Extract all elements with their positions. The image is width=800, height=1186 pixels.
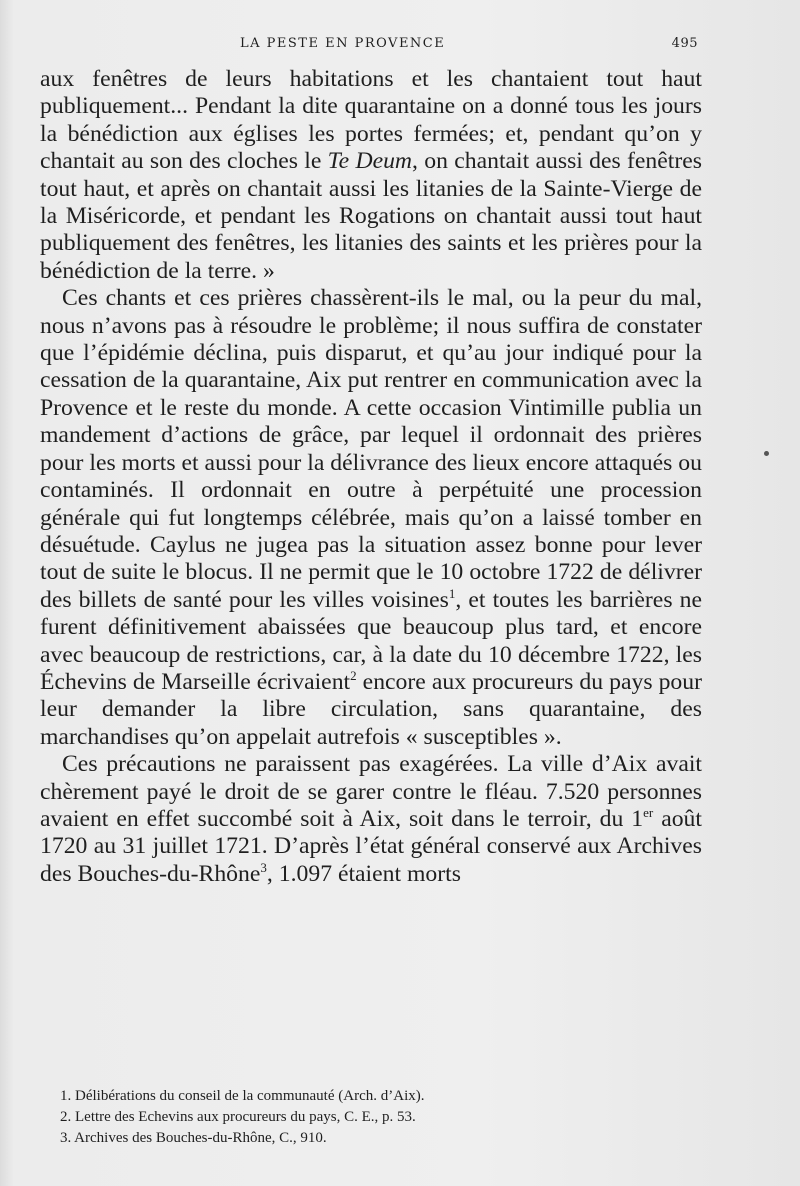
text-run: Ces précautions ne paraissent pas exagérées. La ville d’Aix avait chèrement payé le droit de se garer contre le fléau. 7.520 personnes avaient en effet succombé soit à Aix, soit dans le terroir, du 1: [40, 751, 702, 832]
running-header: [40, 36, 700, 56]
text-run: , 1.097 étaient morts: [266, 860, 461, 887]
running-title: LA PESTE EN PROVENCE: [240, 36, 446, 51]
footnote-ref-1[interactable]: 1: [448, 585, 456, 601]
main-text: [40, 66, 702, 888]
ordinal-suffix: er: [643, 804, 654, 820]
footnote-ref-3[interactable]: 3: [260, 859, 267, 875]
text-run: , et toutes les barrières ne furent définitivement abaissées que beaucoup plus tard, et encore avec beaucoup de restrictions, car, à la date du 10 décembre 1722, les Échevins de Marseille écrivaient: [40, 586, 702, 695]
footnote-3: 3. Archives des Bouches-du-Rhône, C., 910.: [60, 1130, 327, 1146]
footnote-2: 2. Lettre des Echevins aux procureurs du pays, C. E., p. 53.: [60, 1109, 416, 1125]
text-run: , on chantait aussi des fenêtres tout haut, et après on chantait aussi les litanies de la Sainte-Vierge de la Miséricorde, et pendant les Rogations on chantait aussi tout haut publiquement des fenêtres, les litanies des saints et les prières pour la bénédiction de la terre. »: [40, 148, 702, 284]
text-run: août 1720 au 31 juillet 1721. D’après l’état général conservé aux Archives des Bouches-du-Rhône: [40, 805, 702, 887]
italic-title: Te Deum: [327, 148, 413, 175]
footnote-ref-2[interactable]: 2: [350, 667, 357, 683]
margin-speck: [764, 451, 769, 456]
paragraph-3: [40, 751, 702, 888]
text-run: encore aux procureurs du pays pour leur demander la libre circulation, sans quarantaine, des marchandises qu’on appelait autrefois « susceptibles ».: [40, 668, 702, 750]
footnote-1: 1. Délibérations du conseil de la communauté (Arch. d’Aix).: [60, 1088, 425, 1104]
paragraph-2: [40, 285, 702, 751]
page-number: 495: [671, 36, 698, 51]
paragraph-1: [40, 66, 702, 285]
footnotes: [60, 1086, 680, 1149]
text-run: aux fenêtres de leurs habitations et les chantaient tout haut publiquement... Pendant la dite quarantaine on a donné tous les jours la bénédiction aux églises les portes fermées; et, pendant qu’on y chantait au son des cloches le: [40, 66, 702, 175]
text-run: Ces chants et ces prières chassèrent-ils le mal, ou la peur du mal, nous n’avons pas à résoudre le problème; il nous suffira de constater que l’épidémie déclina, puis disparut, et qu’au jour indiqué pour la cessation de la quarantaine, Aix put rentrer en communication avec la Provence et le reste du monde. A cette occasion Vintimille publia un mandement d’actions de grâce, par lequel il ordonnait des prières pour les morts et aussi pour la délivrance des lieux encore attaqués ou contaminés. Il ordonnait en outre à perpétuité une procession générale qui fut longtemps célébrée, mais qu’on a laissé tomber en désuétude. Caylus ne jugea pas la situation assez bonne pour lever tout de suite le blocus. Il ne permit que le 10 octobre 1722 de délivrer des billets de santé pour les villes voisines: [40, 285, 702, 613]
